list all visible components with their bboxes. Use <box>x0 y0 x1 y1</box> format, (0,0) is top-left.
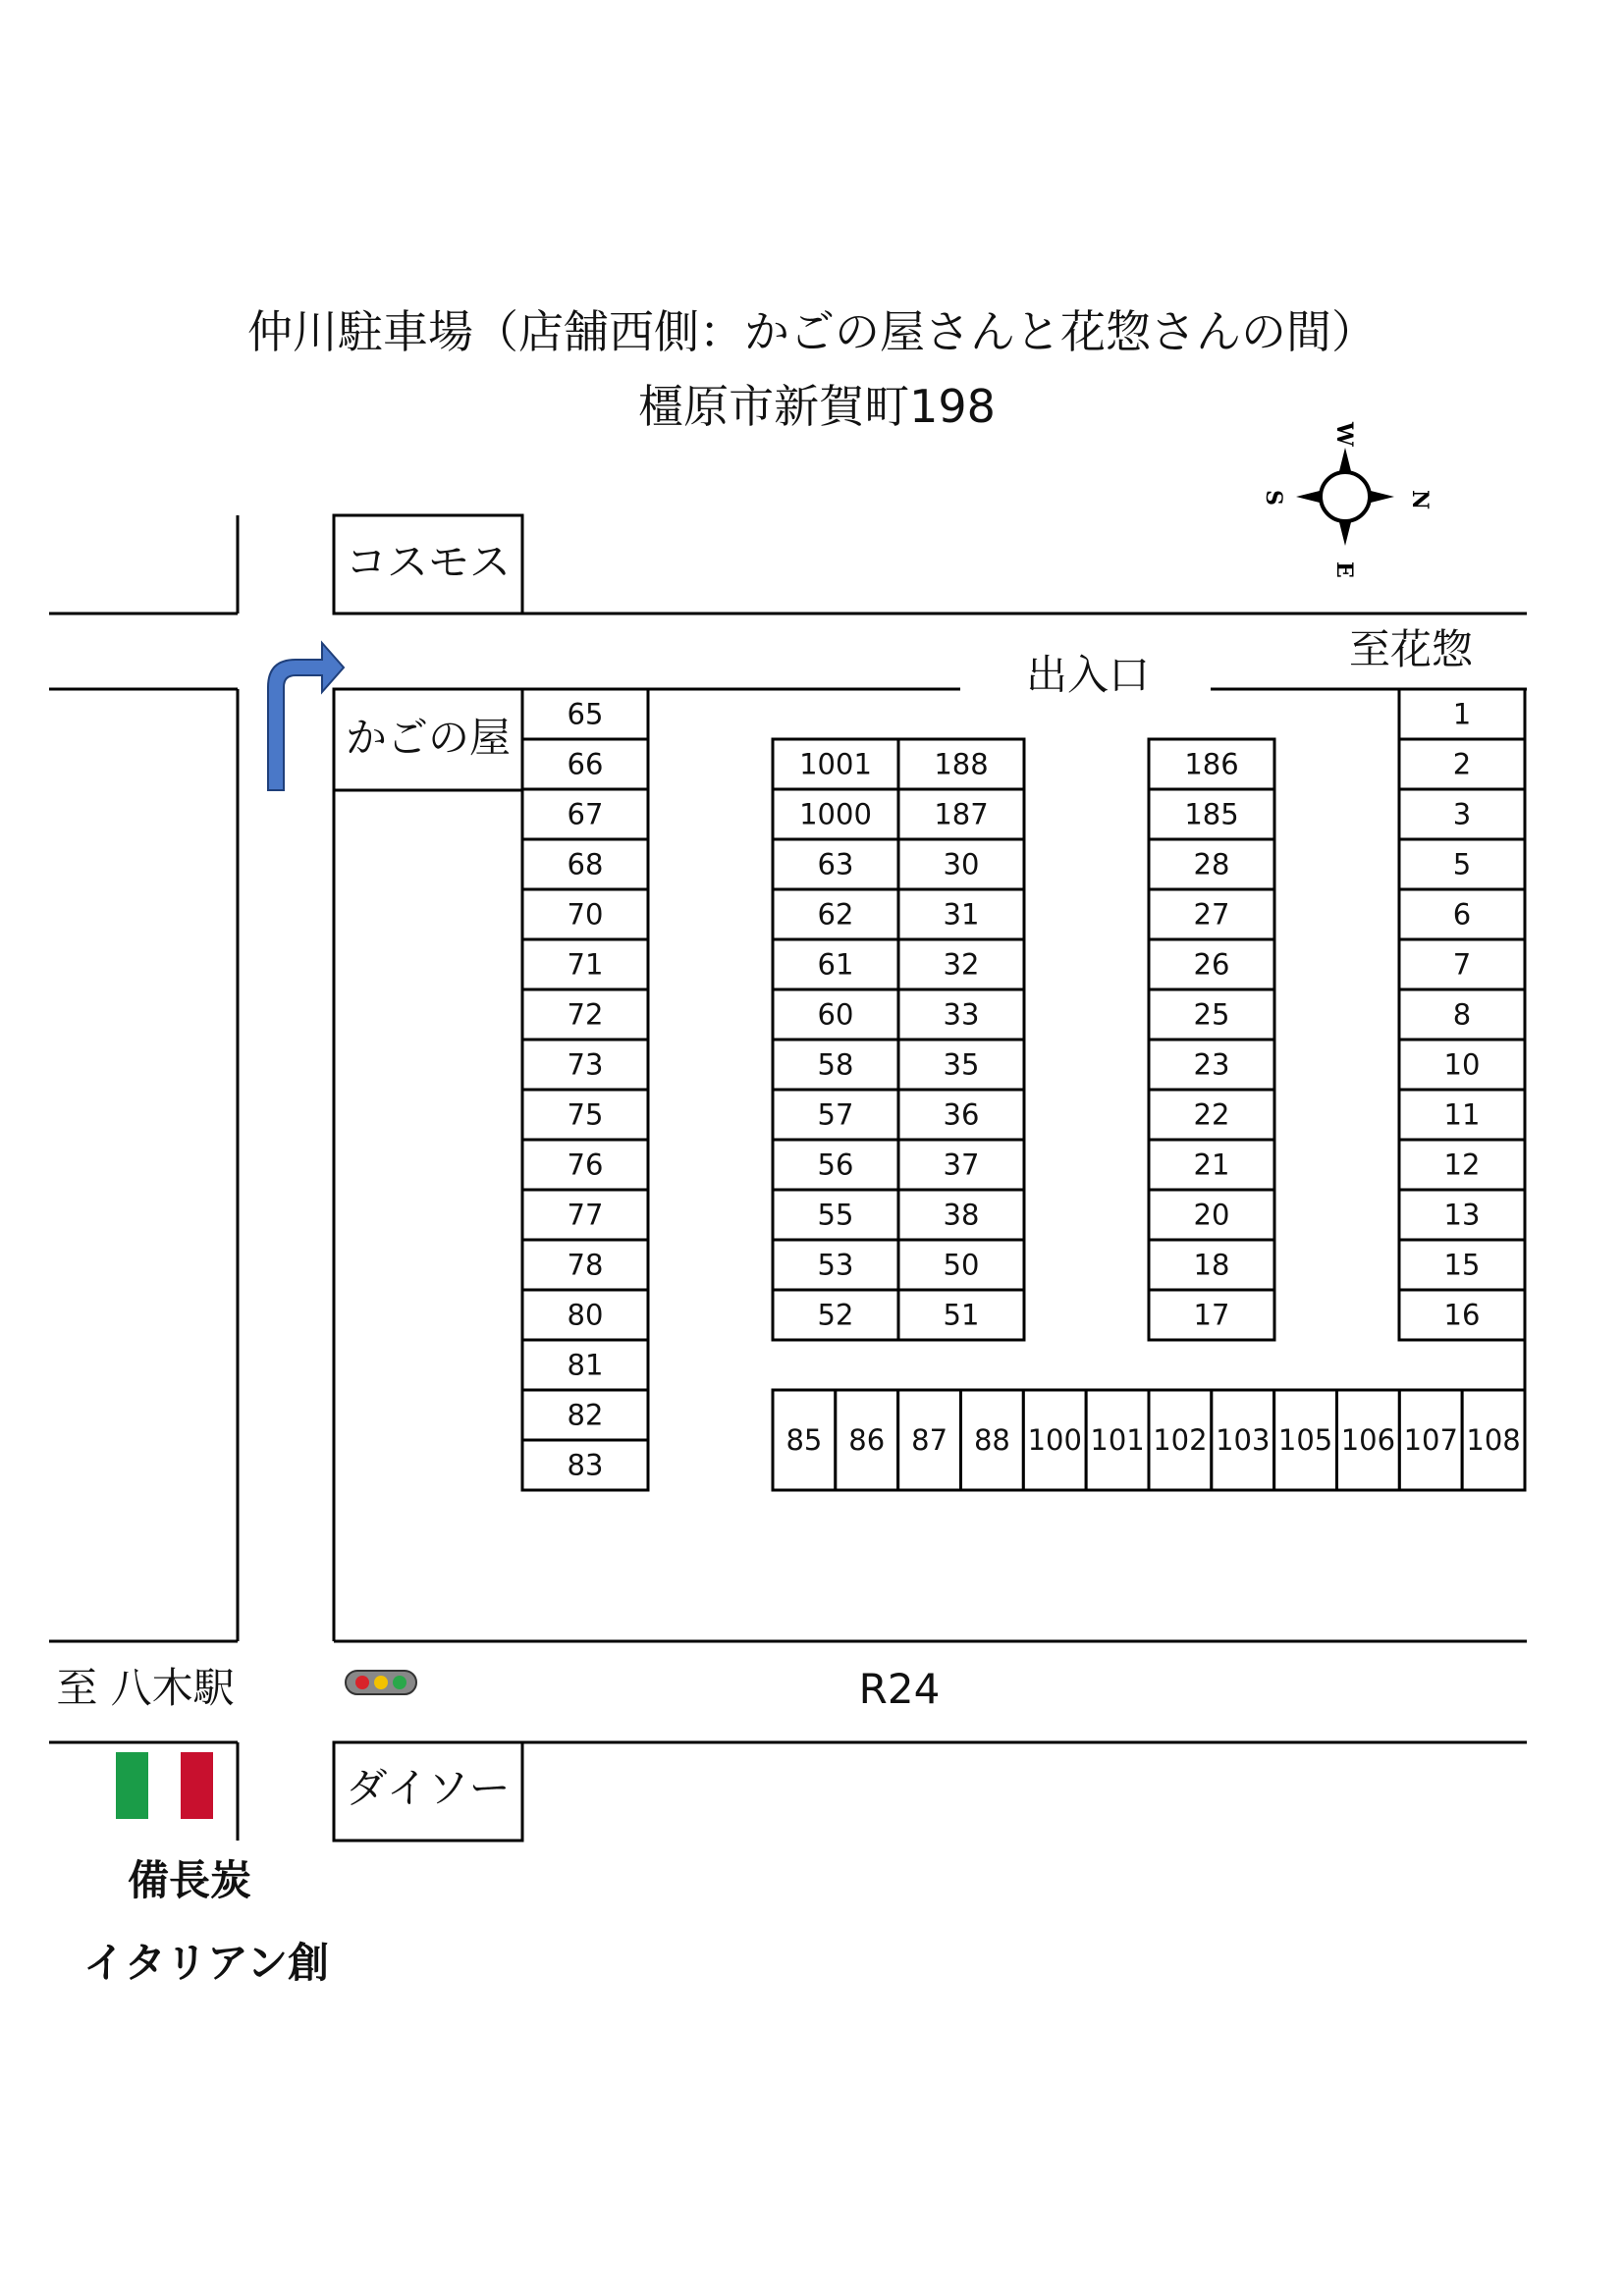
parking-space-number: 106 <box>1340 1423 1396 1457</box>
parking-space-number: 101 <box>1090 1423 1145 1457</box>
parking-space-number: 62 <box>817 897 854 932</box>
parking-space-51 <box>898 1290 1024 1340</box>
parking-space-number: 51 <box>943 1298 980 1332</box>
parking-space-number: 1 <box>1452 697 1472 731</box>
parking-space-31 <box>898 889 1024 939</box>
parking-space-75 <box>522 1090 648 1140</box>
parking-space-2 <box>1399 739 1525 789</box>
parking-space-number: 107 <box>1403 1423 1458 1457</box>
parking-space-16 <box>1399 1290 1525 1340</box>
parking-space-number: 65 <box>567 697 604 731</box>
parking-space-88 <box>961 1390 1024 1490</box>
parking-space-28 <box>1149 839 1274 889</box>
parking-space-number: 187 <box>934 797 989 831</box>
parking-space-number: 56 <box>817 1148 854 1182</box>
parking-space-number: 27 <box>1193 897 1230 932</box>
parking-space-number: 70 <box>567 897 604 932</box>
parking-space-27 <box>1149 889 1274 939</box>
building-cosmos-label: コスモス <box>345 538 512 586</box>
parking-space-number: 57 <box>817 1097 854 1132</box>
parking-space-number: 88 <box>973 1423 1010 1457</box>
parking-space-100 <box>1023 1390 1086 1490</box>
parking-space-13 <box>1399 1190 1525 1240</box>
parking-space-7 <box>1399 939 1525 989</box>
map-address: 橿原市新賀町198 <box>638 380 996 433</box>
parking-space-37 <box>898 1140 1024 1190</box>
parking-space-number: 68 <box>567 847 604 881</box>
italian-flag-icon <box>116 1752 213 1819</box>
parking-space-72 <box>522 989 648 1040</box>
map-title: 仲川駐車場（店舗西側：かごの屋さんと花惣さんの間） <box>247 305 1377 358</box>
parking-space-number: 12 <box>1443 1148 1481 1182</box>
traffic-light-icon <box>346 1671 416 1694</box>
parking-space-number: 58 <box>817 1047 854 1082</box>
to-yagi-label: 至 八木駅 <box>56 1664 235 1712</box>
parking-space-60 <box>773 989 898 1040</box>
compass-e: E <box>1331 561 1357 578</box>
turn-arrow-icon <box>268 643 344 790</box>
parking-space-82 <box>522 1390 648 1440</box>
parking-space-number: 31 <box>943 897 980 932</box>
parking-space-25 <box>1149 989 1274 1040</box>
parking-space-number: 86 <box>848 1423 886 1457</box>
parking-space-number: 15 <box>1443 1248 1481 1282</box>
parking-space-number: 17 <box>1193 1298 1230 1332</box>
parking-space-23 <box>1149 1040 1274 1090</box>
parking-space-87 <box>898 1390 961 1490</box>
parking-space-185 <box>1149 789 1274 839</box>
parking-space-22 <box>1149 1090 1274 1140</box>
restaurant-name-line2: イタリアン創 <box>82 1939 330 1987</box>
parking-space-50 <box>898 1240 1024 1290</box>
building-daiso <box>334 1742 522 1841</box>
parking-space-18 <box>1149 1240 1274 1290</box>
parking-space-26 <box>1149 939 1274 989</box>
parking-space-number: 28 <box>1193 847 1230 881</box>
parking-space-73 <box>522 1040 648 1090</box>
parking-space-1000 <box>773 789 898 839</box>
parking-space-number: 2 <box>1452 747 1472 781</box>
parking-space-61 <box>773 939 898 989</box>
parking-space-number: 81 <box>567 1348 604 1382</box>
parking-space-102 <box>1149 1390 1212 1490</box>
parking-space-86 <box>836 1390 898 1490</box>
parking-space-6 <box>1399 889 1525 939</box>
parking-space-number: 32 <box>943 947 980 982</box>
parking-space-55 <box>773 1190 898 1240</box>
parking-space-186 <box>1149 739 1274 789</box>
parking-space-number: 60 <box>817 997 854 1032</box>
parking-space-number: 16 <box>1443 1298 1481 1332</box>
parking-space-15 <box>1399 1240 1525 1290</box>
parking-space-number: 25 <box>1193 997 1230 1032</box>
parking-space-77 <box>522 1190 648 1240</box>
parking-space-52 <box>773 1290 898 1340</box>
parking-space-80 <box>522 1290 648 1340</box>
parking-space-56 <box>773 1140 898 1190</box>
parking-space-number: 186 <box>1184 747 1239 781</box>
parking-space-70 <box>522 889 648 939</box>
parking-space-103 <box>1212 1390 1274 1490</box>
parking-space-number: 21 <box>1193 1148 1230 1182</box>
building-kagonoya <box>334 689 522 790</box>
parking-space-32 <box>898 939 1024 989</box>
parking-space-number: 1001 <box>799 747 872 781</box>
parking-space-number: 10 <box>1443 1047 1481 1082</box>
parking-space-number: 20 <box>1193 1198 1230 1232</box>
parking-space-3 <box>1399 789 1525 839</box>
parking-space-number: 66 <box>567 747 604 781</box>
parking-space-33 <box>898 989 1024 1040</box>
parking-space-81 <box>522 1340 648 1390</box>
parking-space-number: 23 <box>1193 1047 1230 1082</box>
parking-space-number: 63 <box>817 847 854 881</box>
building-cosmos <box>334 515 522 614</box>
compass-n: N <box>1407 490 1433 510</box>
parking-space-number: 75 <box>567 1097 604 1132</box>
building-daiso-label: ダイソー <box>346 1764 511 1812</box>
parking-space-58 <box>773 1040 898 1090</box>
parking-space-107 <box>1399 1390 1462 1490</box>
parking-space-number: 73 <box>567 1047 604 1082</box>
parking-space-38 <box>898 1190 1024 1240</box>
parking-space-101 <box>1086 1390 1149 1490</box>
parking-space-number: 18 <box>1193 1248 1230 1282</box>
parking-space-83 <box>522 1440 648 1490</box>
parking-space-35 <box>898 1040 1024 1090</box>
parking-space-number: 3 <box>1452 797 1472 831</box>
parking-space-65 <box>522 689 648 739</box>
parking-space-number: 78 <box>567 1248 604 1282</box>
parking-space-number: 83 <box>567 1448 604 1482</box>
parking-space-30 <box>898 839 1024 889</box>
parking-space-71 <box>522 939 648 989</box>
parking-space-67 <box>522 789 648 839</box>
parking-space-number: 30 <box>943 847 980 881</box>
parking-space-number: 77 <box>567 1198 604 1232</box>
parking-space-108 <box>1462 1390 1525 1490</box>
parking-space-number: 82 <box>567 1398 604 1432</box>
parking-space-number: 87 <box>911 1423 948 1457</box>
parking-space-number: 1000 <box>799 797 872 831</box>
parking-space-number: 37 <box>943 1148 980 1182</box>
parking-space-number: 67 <box>567 797 604 831</box>
parking-space-5 <box>1399 839 1525 889</box>
parking-space-number: 102 <box>1153 1423 1208 1457</box>
building-kagonoya-label: かごの屋 <box>345 714 512 762</box>
parking-space-number: 76 <box>567 1148 604 1182</box>
parking-space-10 <box>1399 1040 1525 1090</box>
entrance-label: 出入口 <box>1025 651 1151 699</box>
parking-space-number: 53 <box>817 1248 854 1282</box>
parking-space-number: 108 <box>1466 1423 1521 1457</box>
parking-space-105 <box>1274 1390 1337 1490</box>
parking-space-number: 13 <box>1443 1198 1481 1232</box>
parking-space-number: 52 <box>817 1298 854 1332</box>
parking-space-68 <box>522 839 648 889</box>
parking-space-number: 72 <box>567 997 604 1032</box>
parking-space-number: 85 <box>785 1423 823 1457</box>
parking-space-number: 11 <box>1443 1097 1481 1132</box>
parking-space-number: 35 <box>943 1047 980 1082</box>
parking-space-number: 38 <box>943 1198 980 1232</box>
parking-space-number: 22 <box>1193 1097 1230 1132</box>
parking-space-number: 5 <box>1452 847 1472 881</box>
parking-space-number: 61 <box>817 947 854 982</box>
road-r24-label: R24 <box>858 1665 941 1713</box>
parking-space-66 <box>522 739 648 789</box>
compass-w: W <box>1331 422 1357 447</box>
parking-space-78 <box>522 1240 648 1290</box>
parking-space-53 <box>773 1240 898 1290</box>
parking-space-number: 8 <box>1452 997 1472 1032</box>
parking-space-number: 100 <box>1027 1423 1082 1457</box>
parking-space-number: 55 <box>817 1198 854 1232</box>
restaurant-name-line1: 備長炭 <box>127 1856 252 1904</box>
parking-space-36 <box>898 1090 1024 1140</box>
parking-space-76 <box>522 1140 648 1190</box>
parking-space-62 <box>773 889 898 939</box>
parking-space-187 <box>898 789 1024 839</box>
parking-space-20 <box>1149 1190 1274 1240</box>
parking-space-number: 188 <box>934 747 989 781</box>
parking-space-number: 7 <box>1452 947 1472 982</box>
parking-space-11 <box>1399 1090 1525 1140</box>
parking-space-106 <box>1337 1390 1400 1490</box>
to-hanaso-label: 至花惣 <box>1348 625 1474 673</box>
compass-rose-icon <box>1261 421 1433 578</box>
parking-space-number: 103 <box>1216 1423 1271 1457</box>
parking-space-number: 71 <box>567 947 604 982</box>
parking-space-1 <box>1399 689 1525 739</box>
parking-space-57 <box>773 1090 898 1140</box>
parking-space-85 <box>773 1390 836 1490</box>
parking-space-number: 185 <box>1184 797 1239 831</box>
parking-space-188 <box>898 739 1024 789</box>
parking-space-number: 26 <box>1193 947 1230 982</box>
parking-space-17 <box>1149 1290 1274 1340</box>
parking-space-21 <box>1149 1140 1274 1190</box>
parking-space-number: 6 <box>1452 897 1472 932</box>
parking-space-number: 50 <box>943 1248 980 1282</box>
compass-s: S <box>1261 490 1286 506</box>
parking-spaces <box>522 689 1525 1490</box>
parking-space-8 <box>1399 989 1525 1040</box>
parking-space-63 <box>773 839 898 889</box>
parking-space-number: 105 <box>1277 1423 1333 1457</box>
parking-space-number: 80 <box>567 1298 604 1332</box>
parking-space-number: 33 <box>943 997 980 1032</box>
parking-space-number: 36 <box>943 1097 980 1132</box>
parking-space-12 <box>1399 1140 1525 1190</box>
parking-space-1001 <box>773 739 898 789</box>
